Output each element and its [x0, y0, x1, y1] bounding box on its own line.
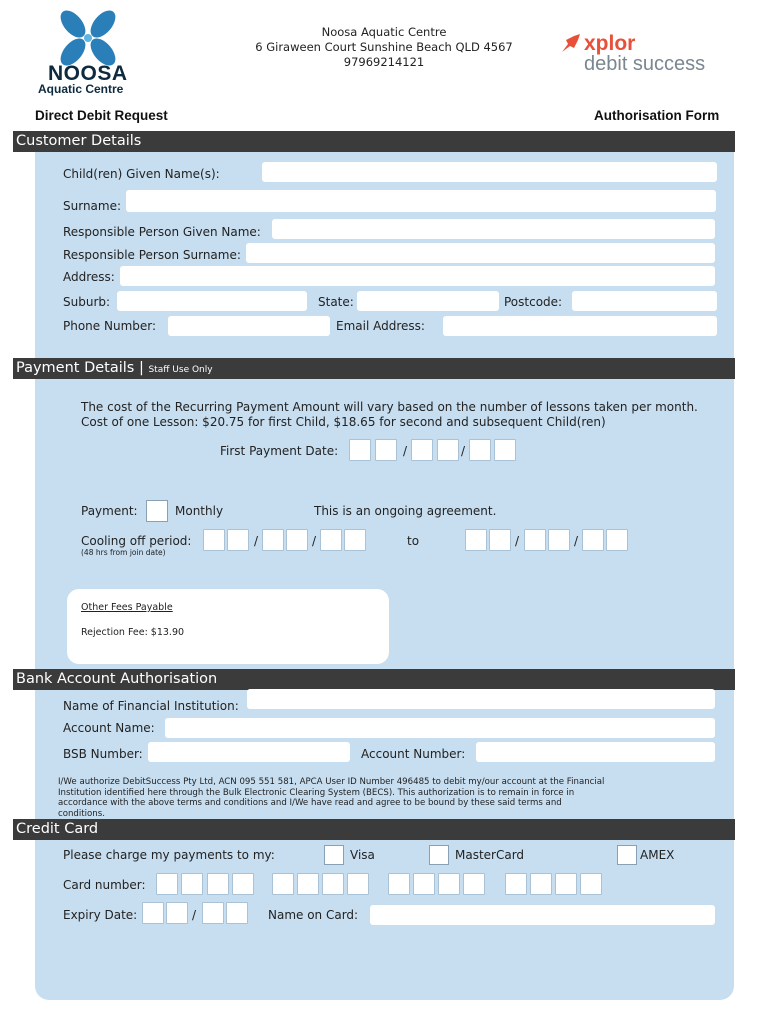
monthly-checkbox[interactable] [146, 500, 168, 522]
card-digit[interactable] [413, 873, 435, 895]
authorisation-text [58, 777, 728, 819]
auth-line: accordance with the above terms and conditions and I/We have read and agree to be bound by these said terms and [58, 798, 562, 808]
rp-surname-label: Responsible Person Surname: [63, 248, 241, 262]
address-label: Address: [63, 270, 115, 284]
amex-label: AMEX [640, 848, 675, 862]
xplor-wordmark: xplor [584, 32, 636, 55]
first-date-year-2[interactable] [494, 439, 516, 461]
cooling-to-day-2[interactable] [489, 529, 511, 551]
state-label: State: [318, 295, 354, 309]
account-number-field[interactable] [476, 742, 715, 762]
cooling-to-month-2[interactable] [548, 529, 570, 551]
suburb-label: Suburb: [63, 295, 111, 309]
card-digit[interactable] [463, 873, 485, 895]
org-phone: 97969214121 [343, 55, 425, 69]
cooling-from-month-2[interactable] [286, 529, 308, 551]
date-separator: / [574, 534, 579, 548]
rejection-fee: Rejection Fee: $13.90 [81, 627, 185, 638]
auth-line: conditions. [58, 808, 105, 819]
section-bank-account [13, 669, 735, 690]
date-separator: / [312, 534, 317, 548]
section-customer-details [13, 131, 735, 152]
name-on-card-field[interactable] [370, 905, 715, 925]
form-subtitle: Authorisation Form [594, 108, 720, 123]
first-date-month-2[interactable] [437, 439, 459, 461]
auth-line: I/We authorize DebitSuccess Pty Ltd, ACN 095 551 581, APCA User ID Number 496485 to debit my/our account at the Financial [58, 777, 605, 787]
org-name: Noosa Aquatic Centre [321, 25, 447, 39]
account-name-field[interactable] [165, 718, 715, 738]
cooling-from-month-1[interactable] [262, 529, 284, 551]
card-digit[interactable] [156, 873, 178, 895]
postcode-field[interactable] [572, 291, 717, 311]
rocket-icon [560, 34, 582, 54]
logo-subtitle: Aquatic Centre [38, 82, 124, 96]
card-number-label: Card number: [63, 878, 146, 892]
mastercard-label: MasterCard [455, 848, 525, 862]
institution-field[interactable] [247, 689, 715, 709]
first-payment-date-label: First Payment Date: [220, 444, 339, 458]
date-separator: / [515, 534, 520, 548]
card-digit[interactable] [272, 873, 294, 895]
phone-field[interactable] [168, 316, 330, 336]
cooling-off-note: (48 hrs from join date) [81, 548, 166, 557]
cooling-to-month-1[interactable] [524, 529, 546, 551]
email-field[interactable] [443, 316, 717, 336]
cost-text-2: Cost of one Lesson: $20.75 for first Child, $18.65 for second and subsequent Child(ren) [81, 415, 606, 429]
suburb-field[interactable] [117, 291, 307, 311]
surname-field[interactable] [126, 190, 716, 212]
visa-checkbox[interactable] [324, 845, 344, 865]
cooling-to-year-2[interactable] [606, 529, 628, 551]
account-number-label: Account Number: [361, 747, 466, 761]
section-heading: Bank Account Authorisation [16, 671, 218, 687]
expiry-label: Expiry Date: [63, 908, 138, 922]
other-fees-box [67, 589, 389, 664]
date-separator: / [254, 534, 259, 548]
cooling-from-day-2[interactable] [227, 529, 249, 551]
monthly-label: Monthly [175, 504, 224, 518]
bsb-field[interactable] [148, 742, 350, 762]
rp-surname-field[interactable] [246, 243, 715, 263]
card-digit[interactable] [505, 873, 527, 895]
card-digit[interactable] [207, 873, 229, 895]
visa-label: Visa [350, 848, 375, 862]
org-address: 6 Giraween Court Sunshine Beach QLD 4567 [255, 40, 513, 54]
child-names-label: Child(ren) Given Name(s): [63, 167, 220, 181]
cooling-to-year-1[interactable] [582, 529, 604, 551]
section-payment-details: Payment Details | Staff Use Only [13, 358, 735, 379]
section-heading: Payment Details [16, 360, 135, 376]
child-names-field[interactable] [262, 162, 717, 182]
card-digit[interactable] [388, 873, 410, 895]
cooling-to-label: to [407, 534, 420, 548]
address-field[interactable] [120, 266, 715, 286]
cost-text-1: The cost of the Recurring Payment Amount will vary based on the number of lessons taken per month. [81, 400, 698, 414]
phone-label: Phone Number: [63, 319, 157, 333]
section-credit-card [13, 819, 735, 840]
payment-label: Payment: [81, 504, 138, 518]
first-date-day-1[interactable] [349, 439, 371, 461]
cooling-from-year-1[interactable] [320, 529, 342, 551]
expiry-year-1[interactable] [202, 902, 224, 924]
auth-line: Institution identified here through the Bulk Electronic Clearing System (BECS). This authorization is to remain in force in [58, 787, 575, 798]
email-label: Email Address: [336, 319, 425, 333]
postcode-label: Postcode: [504, 295, 563, 309]
other-fees-title: Other Fees Payable [81, 602, 173, 613]
charge-label: Please charge my payments to my: [63, 848, 275, 862]
cooling-to-day-1[interactable] [465, 529, 487, 551]
staff-use-note: Staff Use Only [148, 365, 213, 375]
expiry-month-1[interactable] [142, 902, 164, 924]
section-heading: Credit Card [16, 821, 99, 837]
rp-given-name-label: Responsible Person Given Name: [63, 225, 261, 239]
form-title: Direct Debit Request [35, 108, 168, 123]
cooling-off-label: Cooling off period: [81, 534, 192, 548]
card-digit[interactable] [297, 873, 319, 895]
date-separator: / [192, 908, 197, 922]
card-digit[interactable] [580, 873, 602, 895]
state-field[interactable] [357, 291, 499, 311]
logo-wordmark: NOOSA [48, 62, 128, 85]
account-name-label: Account Name: [63, 721, 155, 735]
surname-label: Surname: [63, 199, 122, 213]
card-digit[interactable] [322, 873, 344, 895]
amex-checkbox[interactable] [617, 845, 637, 865]
name-on-card-label: Name on Card: [268, 908, 359, 922]
debit-success-wordmark: debit success [584, 53, 706, 75]
date-separator: / [403, 444, 408, 458]
card-digit[interactable] [347, 873, 369, 895]
expiry-month-2[interactable] [166, 902, 188, 924]
card-digit[interactable] [555, 873, 577, 895]
section-heading: Customer Details [16, 133, 142, 149]
card-digit[interactable] [232, 873, 254, 895]
card-digit[interactable] [530, 873, 552, 895]
rp-given-name-field[interactable] [272, 219, 715, 239]
card-digit[interactable] [181, 873, 203, 895]
noosa-logo [38, 10, 148, 100]
cooling-from-year-2[interactable] [344, 529, 366, 551]
card-digit[interactable] [438, 873, 460, 895]
first-date-day-2[interactable] [375, 439, 397, 461]
bsb-label: BSB Number: [63, 747, 143, 761]
first-date-month-1[interactable] [411, 439, 433, 461]
ongoing-agreement-text: This is an ongoing agreement. [314, 504, 497, 518]
first-date-year-1[interactable] [469, 439, 491, 461]
cooling-from-day-1[interactable] [203, 529, 225, 551]
expiry-year-2[interactable] [226, 902, 248, 924]
mastercard-checkbox[interactable] [429, 845, 449, 865]
noosa-logo-icon [38, 10, 148, 68]
date-separator: / [461, 444, 466, 458]
institution-label: Name of Financial Institution: [63, 699, 239, 713]
